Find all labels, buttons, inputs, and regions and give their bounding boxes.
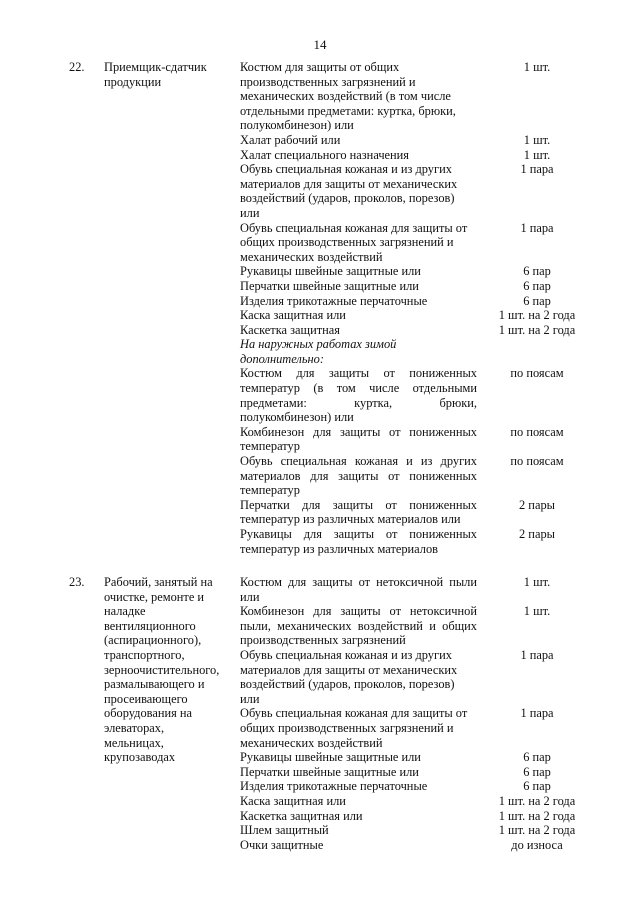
ppe-item-name xyxy=(240,838,477,853)
ppe-item-name xyxy=(240,337,477,366)
ppe-item xyxy=(240,60,590,133)
ppe-item xyxy=(240,527,590,556)
ppe-item-list xyxy=(240,60,590,556)
ppe-item-name xyxy=(240,794,477,809)
ppe-item-list xyxy=(240,575,590,852)
ppe-item-name-line: температур из различных материалов xyxy=(240,541,439,556)
ppe-item-name xyxy=(240,162,477,220)
profession-line: вентиляционного xyxy=(104,618,196,633)
ppe-item-name-line: Халат специального назначения xyxy=(240,147,410,162)
ppe-item-name-line: механических воздействий xyxy=(240,735,383,750)
profession-line: очистке, ремонте и xyxy=(104,589,205,604)
issue-norm: 1 шт. xyxy=(523,132,551,147)
ppe-item-name-line: температур xyxy=(240,483,300,498)
ppe-item-name-line: Костюм для защиты от нетоксичной пыли xyxy=(240,575,477,589)
ppe-item-name-line: температур (в том числе отдельными xyxy=(240,381,477,396)
ppe-item-name-line: производственных загрязнений xyxy=(240,633,406,648)
row-number: 23. xyxy=(69,575,85,589)
issue-norm: 1 шт. на 2 года xyxy=(498,308,576,323)
issue-norm: 1 пара xyxy=(520,162,554,177)
profession-line: Приемщик-сдатчик xyxy=(104,60,207,74)
ppe-item-name xyxy=(240,706,477,750)
ppe-item xyxy=(240,454,590,498)
ppe-item xyxy=(240,648,590,706)
issue-norm: 6 пар xyxy=(523,278,551,293)
ppe-item-name-line: Обувь специальная кожаная для защиты от xyxy=(240,706,468,721)
ppe-item-name xyxy=(240,765,477,780)
issue-norm: 1 пара xyxy=(520,220,554,235)
ppe-item-name xyxy=(240,133,477,148)
profession-name xyxy=(104,575,229,765)
ppe-item-name-line: механических воздействий (в том числе xyxy=(240,89,451,104)
ppe-item xyxy=(240,425,590,454)
issue-norm: 1 шт. на 2 года xyxy=(498,823,576,838)
ppe-item xyxy=(240,162,590,220)
ppe-item-name-line: температур из различных материалов или xyxy=(240,512,461,527)
profession-line: транспортного, xyxy=(104,647,185,662)
ppe-item-name xyxy=(240,809,477,824)
ppe-item-name-line: Изделия трикотажные перчаточные xyxy=(240,293,428,308)
ppe-item xyxy=(240,148,590,163)
ppe-item xyxy=(240,706,590,750)
issue-norm: 1 пара xyxy=(520,647,554,662)
ppe-item-name-line: общих производственных загрязнений и xyxy=(240,235,454,250)
ppe-item-name xyxy=(240,425,477,454)
profession-line: просеивающего xyxy=(104,691,188,706)
ppe-item-name xyxy=(240,779,477,794)
ppe-item xyxy=(240,133,590,148)
profession-line: наладке xyxy=(104,604,146,619)
issue-norm: 6 пар xyxy=(523,750,551,765)
profession-line: зерноочистительного, xyxy=(104,662,220,677)
ppe-item-name-line: или xyxy=(240,691,260,706)
ppe-item-name-line: Обувь специальная кожаная и из других xyxy=(240,162,452,177)
ppe-item-name-line: Перчатки швейные защитные или xyxy=(240,764,419,779)
ppe-item-name-line: пыли, механических воздействий и общих xyxy=(240,618,477,633)
ppe-item xyxy=(240,779,590,794)
ppe-item-name-line: На наружных работах зимой xyxy=(240,337,397,352)
issue-norm: 6 пар xyxy=(523,293,551,308)
ppe-item-name-line: Изделия трикотажные перчаточные xyxy=(240,779,428,794)
issue-norm: по поясам xyxy=(510,424,564,439)
ppe-item-name-line: Рукавицы для защиты от пониженных xyxy=(240,527,477,541)
ppe-item xyxy=(240,765,590,780)
ppe-item-name xyxy=(240,221,477,265)
ppe-item xyxy=(240,308,590,323)
issue-norm: 1 шт. xyxy=(523,60,551,74)
ppe-item-name xyxy=(240,279,477,294)
issue-norm: 6 пар xyxy=(523,779,551,794)
issue-norm: 1 шт. xyxy=(523,147,551,162)
ppe-item-name-line: Рукавицы швейные защитные или xyxy=(240,264,421,279)
issue-norm: 2 пары xyxy=(519,527,555,541)
issue-norm: 1 шт. на 2 года xyxy=(498,793,576,808)
ppe-item xyxy=(240,838,590,853)
profession-line: Рабочий, занятый на xyxy=(104,575,213,589)
ppe-item-name-line: Рукавицы швейные защитные или xyxy=(240,750,421,765)
ppe-item-name-line: температур xyxy=(240,439,300,454)
ppe-item-name-line: Обувь специальная кожаная и из других xyxy=(240,454,477,469)
issue-norm: 6 пар xyxy=(523,264,551,279)
ppe-item-name xyxy=(240,498,477,527)
ppe-item xyxy=(240,323,590,338)
ppe-item-name-line: общих производственных загрязнений и xyxy=(240,720,454,735)
page-number: 14 xyxy=(313,37,327,52)
ppe-item xyxy=(240,221,590,265)
ppe-item xyxy=(240,366,590,424)
issue-norm: 1 пара xyxy=(520,706,554,721)
ppe-item xyxy=(240,823,590,838)
profession-line: размалывающего и xyxy=(104,677,205,692)
ppe-item-name-line: Обувь специальная кожаная для защиты от xyxy=(240,220,468,235)
ppe-item-name-line: или xyxy=(240,589,260,604)
ppe-item-name-line: Каскетка защитная xyxy=(240,322,340,337)
ppe-item xyxy=(240,279,590,294)
profession-line: элеваторах, xyxy=(104,720,165,735)
ppe-item-name-line: воздействий (ударов, проколов, порезов) xyxy=(240,191,455,206)
ppe-item xyxy=(240,750,590,765)
profession-line: крупозаводах xyxy=(104,750,176,765)
ppe-item-name xyxy=(240,148,477,163)
ppe-item-name-line: дополнительно: xyxy=(240,351,324,366)
ppe-item-name-line: Каска защитная или xyxy=(240,308,346,323)
ppe-item-name xyxy=(240,308,477,323)
ppe-item-name-line: Комбинезон для защиты от пониженных xyxy=(240,424,477,439)
issue-norm: 1 шт. xyxy=(523,604,551,619)
ppe-item-name xyxy=(240,454,477,498)
profession-line: оборудования на xyxy=(104,706,193,721)
row-number: 22. xyxy=(69,60,85,74)
ppe-item xyxy=(240,498,590,527)
ppe-item xyxy=(240,294,590,309)
issue-norm: 6 пар xyxy=(523,764,551,779)
issue-norm: по поясам xyxy=(510,366,564,381)
ppe-item-name xyxy=(240,366,477,424)
ppe-item-name-line: Костюм для защиты от пониженных xyxy=(240,366,477,381)
ppe-item-name xyxy=(240,323,477,338)
ppe-item-name xyxy=(240,60,477,133)
ppe-item xyxy=(240,809,590,824)
ppe-item-name-line: производственных загрязнений и xyxy=(240,74,416,89)
profession-line: мельницах, xyxy=(104,735,164,750)
ppe-item-name-line: материалов для защиты от пониженных xyxy=(240,468,477,483)
ppe-item-name-line: Костюм для защиты от общих xyxy=(240,60,400,74)
ppe-item-name-line: Перчатки для защиты от пониженных xyxy=(240,497,477,512)
issue-norm: 1 шт. на 2 года xyxy=(498,322,576,337)
ppe-item-name-line: материалов для защиты от механических xyxy=(240,176,458,191)
ppe-item-name-line: Каска защитная или xyxy=(240,793,346,808)
ppe-item-name xyxy=(240,294,477,309)
ppe-item-name xyxy=(240,604,477,648)
ppe-item xyxy=(240,794,590,809)
ppe-item-name-line: предметами: куртка, брюки, xyxy=(240,395,477,410)
ppe-item-name-line: Комбинезон для защиты от нетоксичной xyxy=(240,604,477,619)
issue-norm: до износа xyxy=(511,837,563,852)
ppe-item-name-line: Каскетка защитная или xyxy=(240,808,363,823)
ppe-item xyxy=(240,575,590,604)
ppe-item-name-line: Очки защитные xyxy=(240,837,324,852)
ppe-item-name-line: механических воздействий xyxy=(240,249,383,264)
issue-norm: по поясам xyxy=(510,454,564,469)
ppe-item-name-line: Перчатки швейные защитные или xyxy=(240,278,419,293)
profession-name xyxy=(104,60,229,89)
ppe-item-name xyxy=(240,823,477,838)
ppe-item xyxy=(240,264,590,279)
ppe-item-name-line: отдельными предметами: куртка, брюки, xyxy=(240,103,456,118)
ppe-item-name-line: материалов для защиты от механических xyxy=(240,662,458,677)
ppe-item-name-line: Халат рабочий или xyxy=(240,132,341,147)
ppe-item-name xyxy=(240,648,477,706)
ppe-item-name-line: полукомбинезон) или xyxy=(240,118,354,133)
ppe-item-name xyxy=(240,575,477,604)
issue-norm: 1 шт. на 2 года xyxy=(498,808,576,823)
ppe-item-name-line: Шлем защитный xyxy=(240,823,329,838)
issue-norm: 1 шт. xyxy=(523,575,551,589)
profession-line: (аспирационного), xyxy=(104,633,202,648)
ppe-item-name xyxy=(240,750,477,765)
profession-line: продукции xyxy=(104,74,162,89)
ppe-item-name-line: или xyxy=(240,205,260,220)
ppe-item xyxy=(240,604,590,648)
issue-norm: 2 пары xyxy=(519,497,555,512)
ppe-item-name xyxy=(240,264,477,279)
ppe-item-name-line: полукомбинезон) или xyxy=(240,410,354,425)
ppe-item-name-line: Обувь специальная кожаная и из других xyxy=(240,647,452,662)
ppe-item-name xyxy=(240,527,477,556)
section-subheading xyxy=(240,337,590,366)
ppe-item-name-line: воздействий (ударов, проколов, порезов) xyxy=(240,677,455,692)
